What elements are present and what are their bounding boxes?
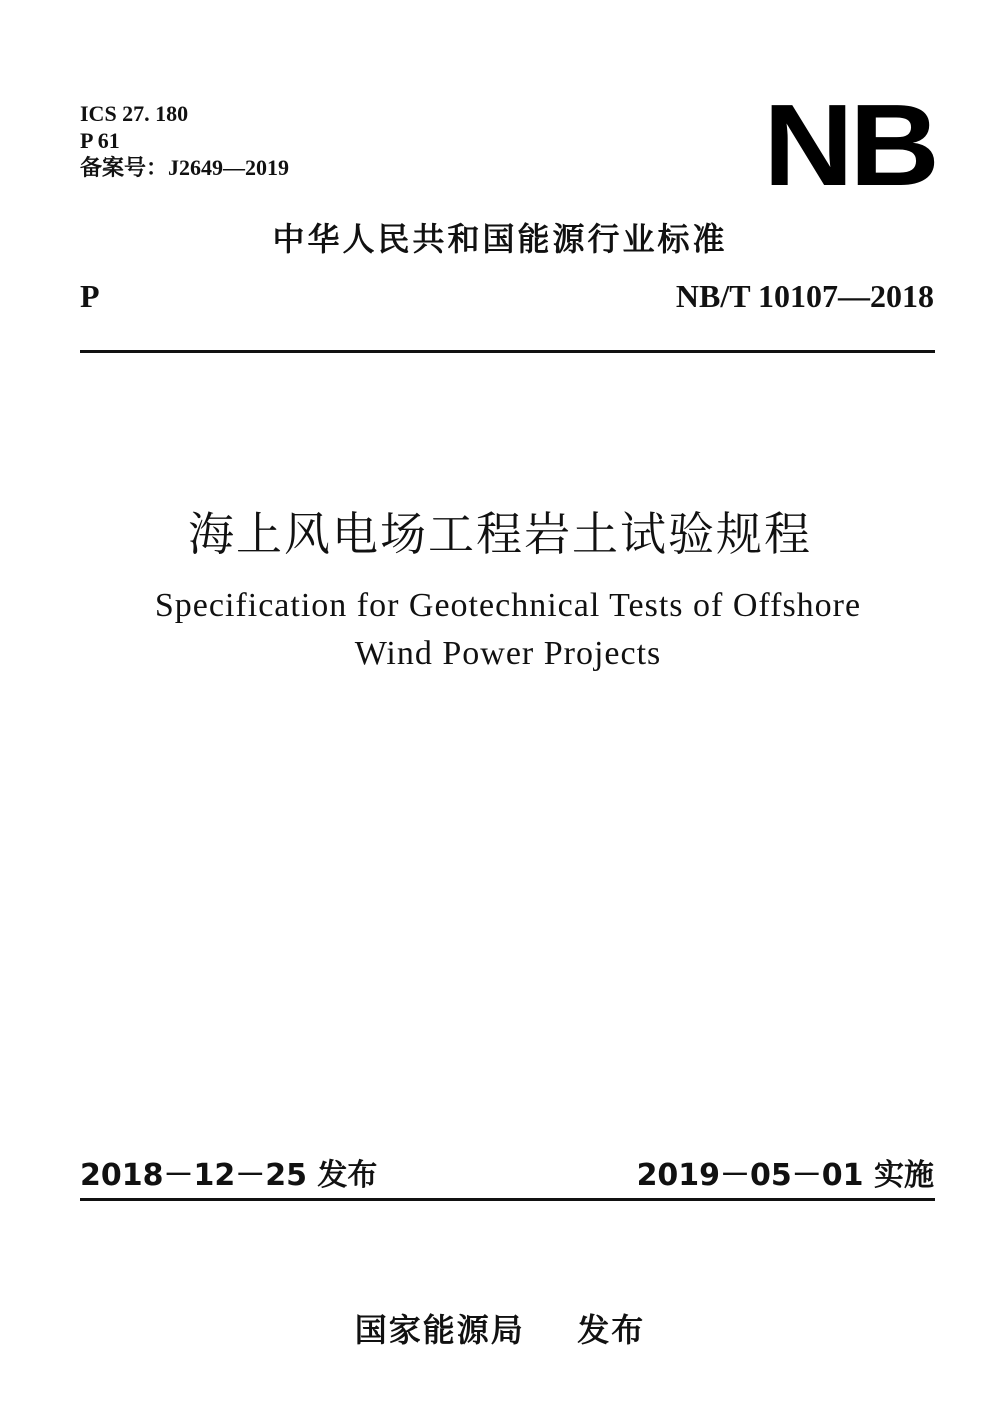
implementation-date: 2019－05－01 实施	[636, 1158, 934, 1193]
record-number: 备案号：J2649—2019	[80, 155, 290, 180]
standard-number: NB/T 10107—2018	[675, 278, 934, 314]
ics-code: ICS 27. 180	[80, 101, 189, 126]
document-title-english	[100, 582, 916, 678]
top-divider	[80, 350, 935, 353]
classification-letter: P	[80, 278, 100, 314]
nb-logo: NB	[763, 80, 936, 210]
publisher: 国家能源局 发布	[354, 1311, 646, 1349]
standard-metadata	[80, 100, 289, 181]
english-title-line-2: Wind Power Projects	[354, 635, 662, 672]
category-code: P 61	[80, 128, 120, 153]
english-title-line-1: Specification for Geotechnical Tests of Offshore	[154, 587, 862, 624]
document-title-chinese: 海上风电场工程岩土试验规程	[188, 507, 812, 561]
issue-date: 2018－12－25 发布	[80, 1158, 378, 1193]
bottom-divider	[80, 1198, 935, 1201]
industry-standard-heading: 中华人民共和国能源行业标准	[272, 220, 728, 258]
